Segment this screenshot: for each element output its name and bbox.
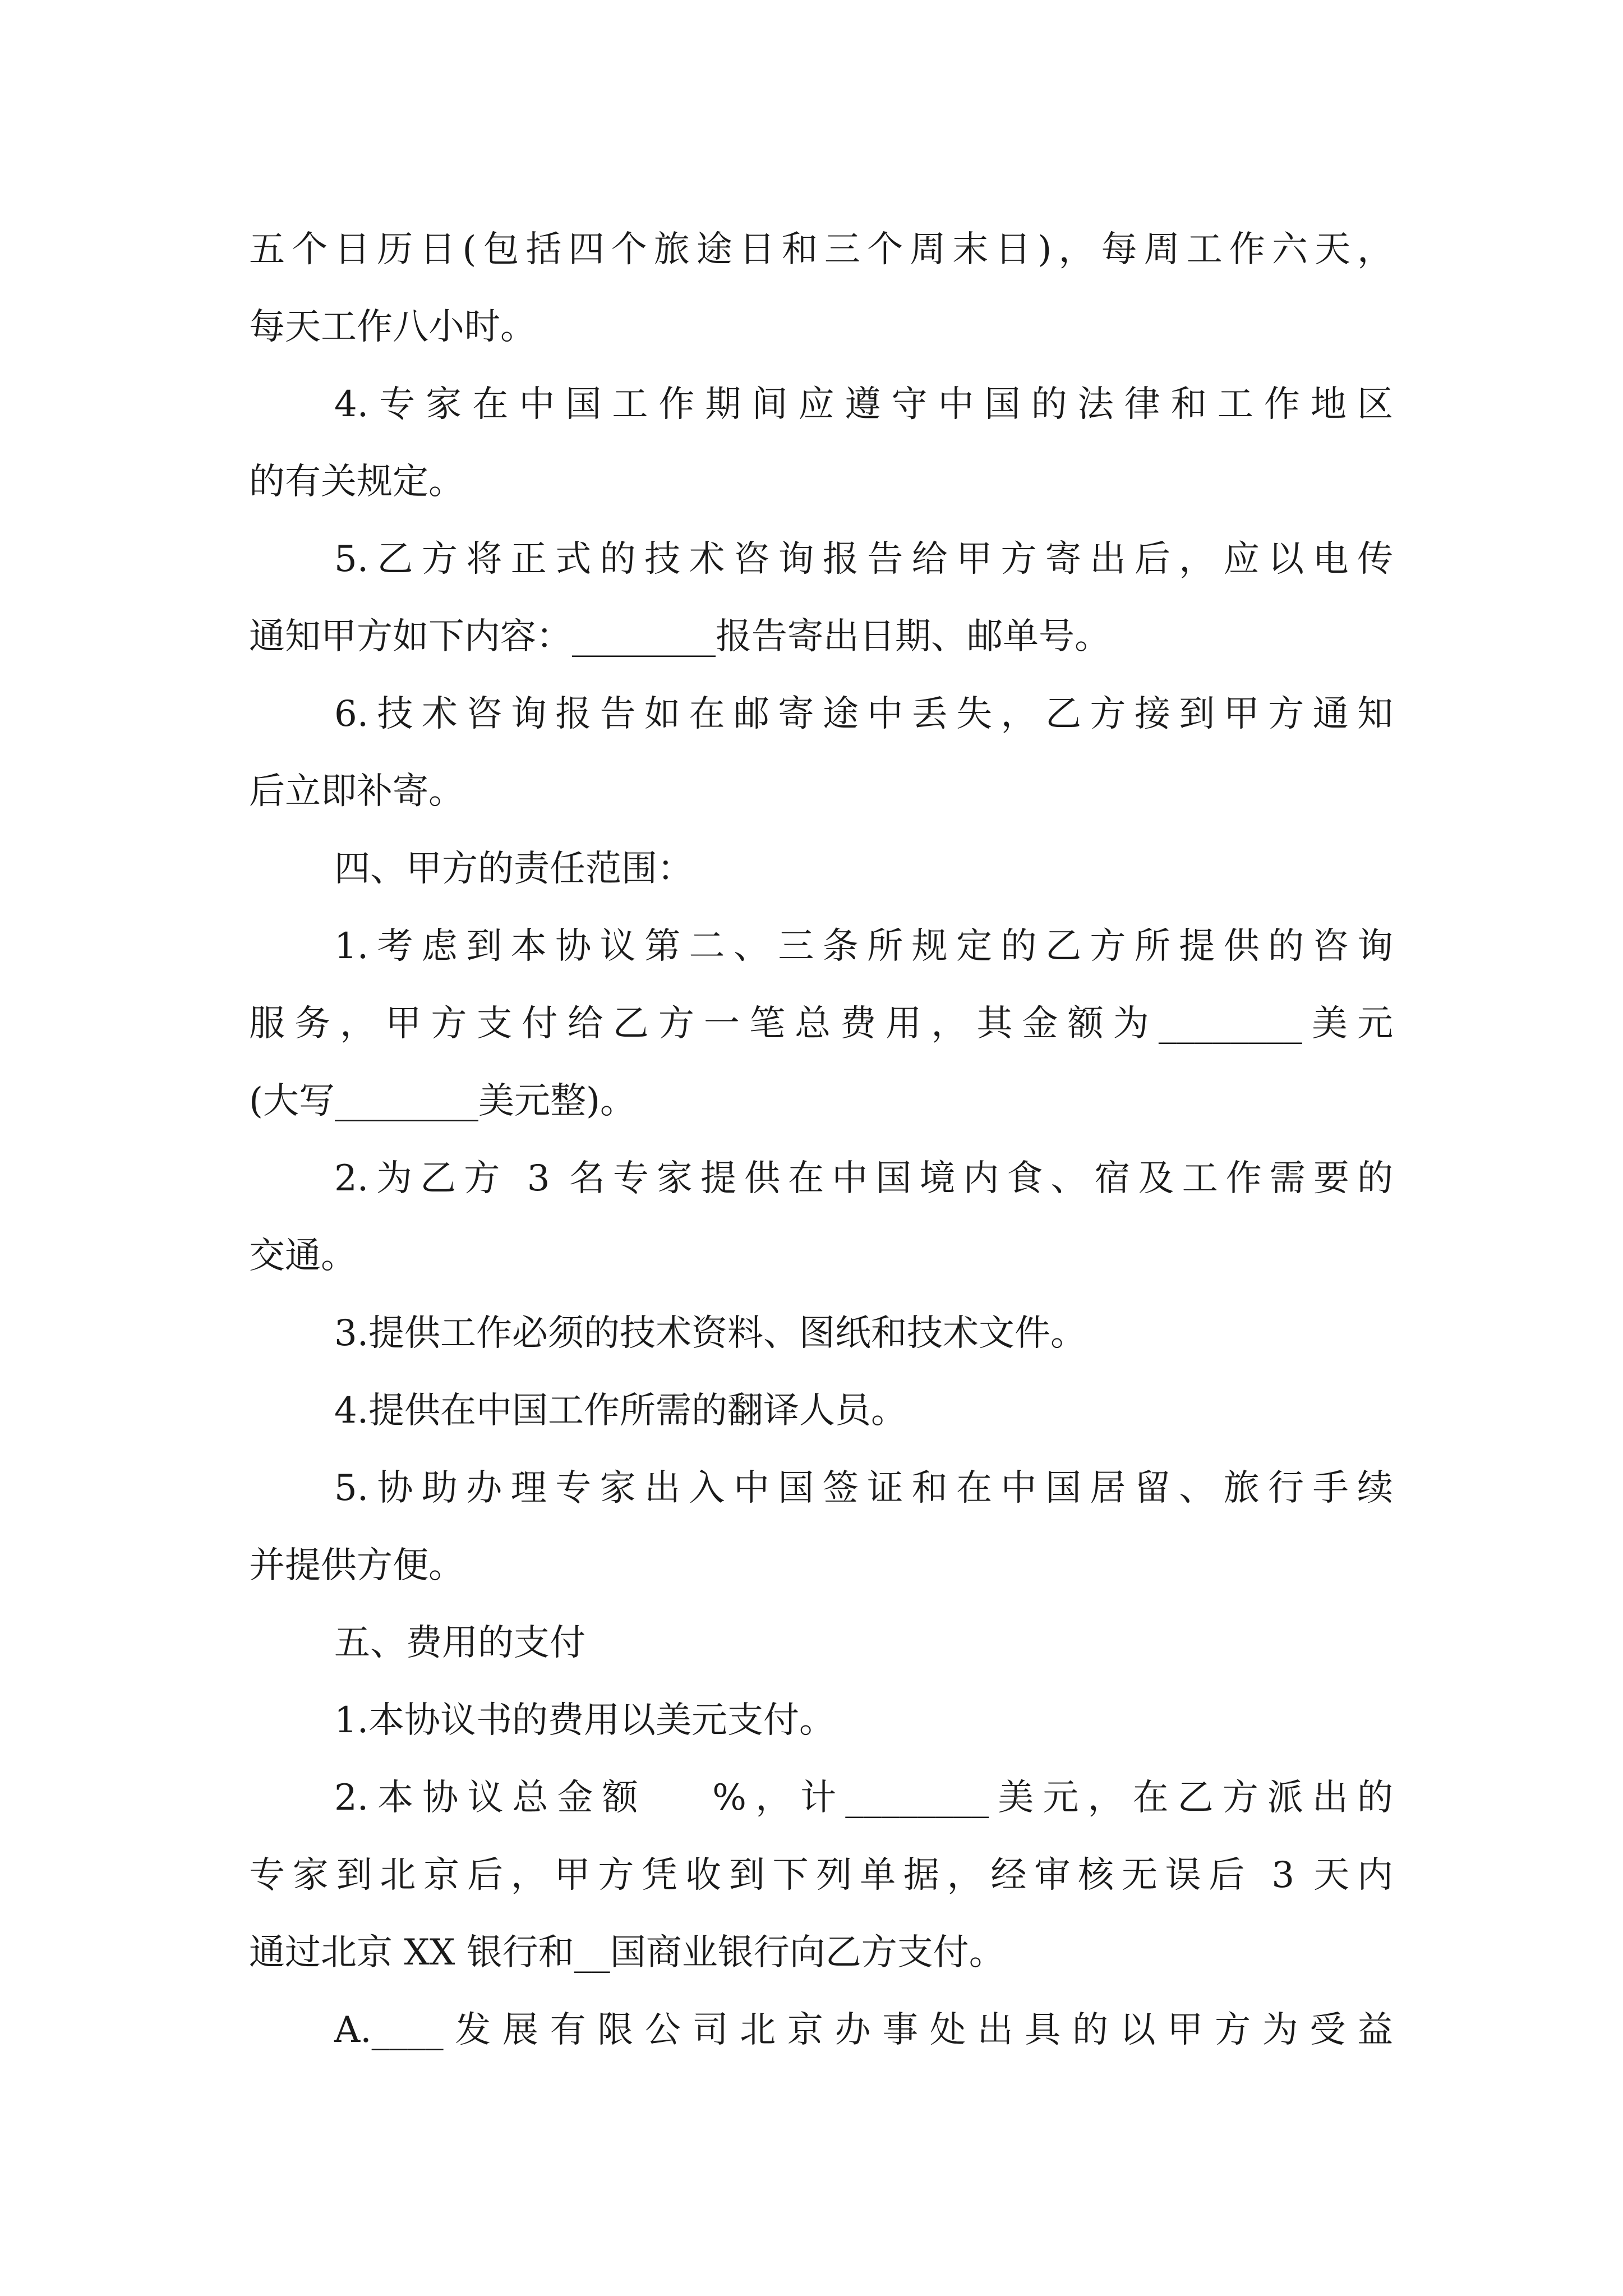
text-line: 4.专家在中国工作期间应遵守中国的法律和工作地区 <box>334 384 1393 425</box>
text-line: 五个日历日(包括四个旅途日和三个周末日)，每周工作六天， <box>249 229 1393 270</box>
paragraph <box>249 1759 1393 1991</box>
text-line: 6.技术咨询报告如在邮寄途中丢失，乙方接到甲方通知 <box>334 693 1393 735</box>
text-line: 五、费用的支付 <box>334 1622 585 1664</box>
paragraph <box>249 1372 1393 1450</box>
text-line: 的有关规定。 <box>249 461 464 503</box>
text-line: 5.协助办理专家出入中国签证和在中国居留、旅行手续 <box>334 1467 1393 1509</box>
paragraph <box>249 830 1393 908</box>
paragraph <box>249 521 1393 675</box>
text-line: 1.本协议书的费用以美元支付。 <box>334 1700 836 1741</box>
paragraph <box>249 675 1393 830</box>
text-line: 1.考虑到本协议第二、三条所规定的乙方所提供的咨询 <box>334 926 1393 967</box>
paragraph <box>249 1682 1393 1759</box>
paragraph <box>249 908 1393 1140</box>
text-line: 每天工作八小时。 <box>249 306 536 348</box>
text-line: 4.提供在中国工作所需的翻译人员。 <box>334 1390 907 1432</box>
text-line: 后立即补寄。 <box>249 771 464 812</box>
text-line: 四、甲方的责任范围： <box>334 848 693 890</box>
text-line: (大写________美元整)。 <box>249 1080 636 1122</box>
text-line: 5.乙方将正式的技术咨询报告给甲方寄出后，应以电传 <box>334 539 1393 580</box>
text-line: 专家到北京后，甲方凭收到下列单据，经审核无误后 3 天内 <box>249 1855 1393 1896</box>
paragraph <box>249 1604 1393 1682</box>
paragraph <box>249 1991 1393 2069</box>
text-line: 交通。 <box>249 1235 357 1277</box>
text-line: 服务，甲方支付给乙方一笔总费用，其金额为________美元 <box>249 1003 1393 1045</box>
text-line: A.____发展有限公司北京办事处出具的以甲方为受益 <box>334 2009 1393 2051</box>
paragraph <box>249 1450 1393 1604</box>
paragraph <box>249 1295 1393 1372</box>
paragraph <box>249 1140 1393 1295</box>
text-line: 3.提供工作必须的技术资料、图纸和技术文件。 <box>334 1313 1087 1354</box>
paragraph <box>249 366 1393 521</box>
document-body <box>249 211 1393 2069</box>
paragraph <box>249 211 1393 366</box>
text-line: 通知甲方如下内容：________报告寄出日期、邮单号。 <box>249 616 1110 657</box>
text-line: 2.为乙方 3 名专家提供在中国境内食、宿及工作需要的 <box>334 1158 1393 1199</box>
text-line: 通过北京 XX 银行和__国商业银行向乙方支付。 <box>249 1932 1005 1973</box>
text-line: 2.本协议总金额 %，计________美元，在乙方派出的 <box>334 1777 1393 1819</box>
text-line: 并提供方便。 <box>249 1545 464 1586</box>
